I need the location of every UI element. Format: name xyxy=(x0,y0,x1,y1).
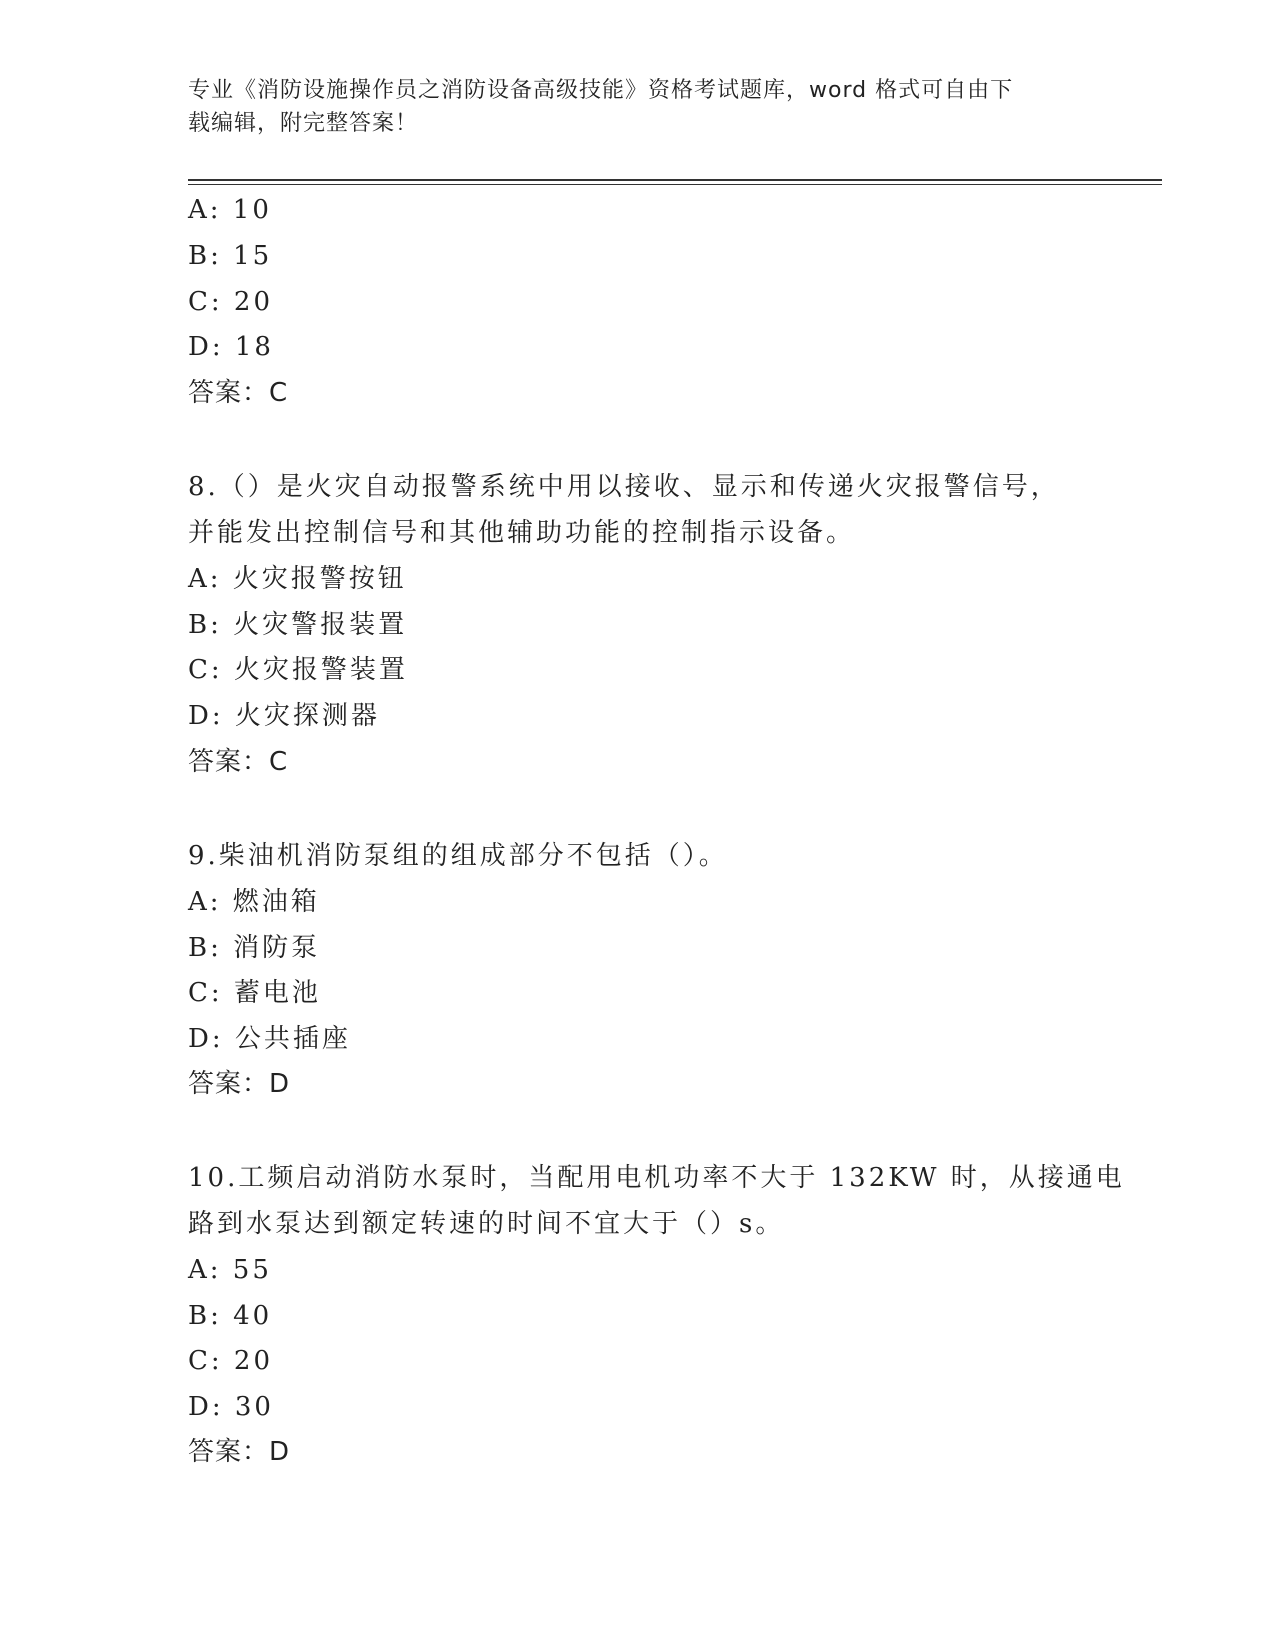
q10-stem-line-1: 10.工频启动消防水泵时，当配用电机功率不大于 132KW 时，从接通电 xyxy=(188,1163,1125,1193)
q7-answer: 答案：C xyxy=(188,378,289,408)
header-line-2: 载编辑，附完整答案！ xyxy=(188,111,419,136)
q7-option-c: C: 20 xyxy=(188,287,274,317)
q9-option-a: A: 燃油箱 xyxy=(188,887,320,917)
q10-option-b: B: 40 xyxy=(188,1301,273,1331)
q10-option-a: A: 55 xyxy=(188,1255,272,1285)
q7-option-a: A: 10 xyxy=(188,195,272,225)
q10-option-d: D: 30 xyxy=(188,1392,274,1422)
q9-stem-line-1: 9.柴油机消防泵组的组成部分不包括（）。 xyxy=(188,841,728,871)
q8-answer: 答案：C xyxy=(188,747,289,777)
q9-answer: 答案：D xyxy=(188,1069,291,1099)
q9-option-d: D: 公共插座 xyxy=(188,1024,351,1054)
q8-stem-line-2: 并能发出控制信号和其他辅助功能的控制指示设备。 xyxy=(188,518,856,548)
q8-option-c: C: 火灾报警装置 xyxy=(188,655,408,685)
q8-option-d: D: 火灾探测器 xyxy=(188,701,380,731)
q7-option-b: B: 15 xyxy=(188,241,273,271)
q8-option-b: B: 火灾警报装置 xyxy=(188,610,408,640)
q7-option-d: D: 18 xyxy=(188,332,274,362)
q9-option-c: C: 蓄电池 xyxy=(188,978,321,1008)
q10-answer: 答案：D xyxy=(188,1437,291,1467)
q8-stem-line-1: 8.（）是火灾自动报警系统中用以接收、显示和传递火灾报警信号， xyxy=(188,472,1060,502)
q9-option-b: B: 消防泵 xyxy=(188,933,321,963)
page-header xyxy=(188,74,1068,140)
q8-option-a: A: 火灾报警按钮 xyxy=(188,564,407,594)
q10-stem-line-2: 路到水泵达到额定转速的时间不宜大于（）s。 xyxy=(188,1209,785,1239)
header-line-1: 专业《消防设施操作员之消防设备高级技能》资格考试题库，word 格式可自由下 xyxy=(188,78,1014,103)
header-divider xyxy=(188,179,1162,181)
q10-option-c: C: 20 xyxy=(188,1346,274,1376)
